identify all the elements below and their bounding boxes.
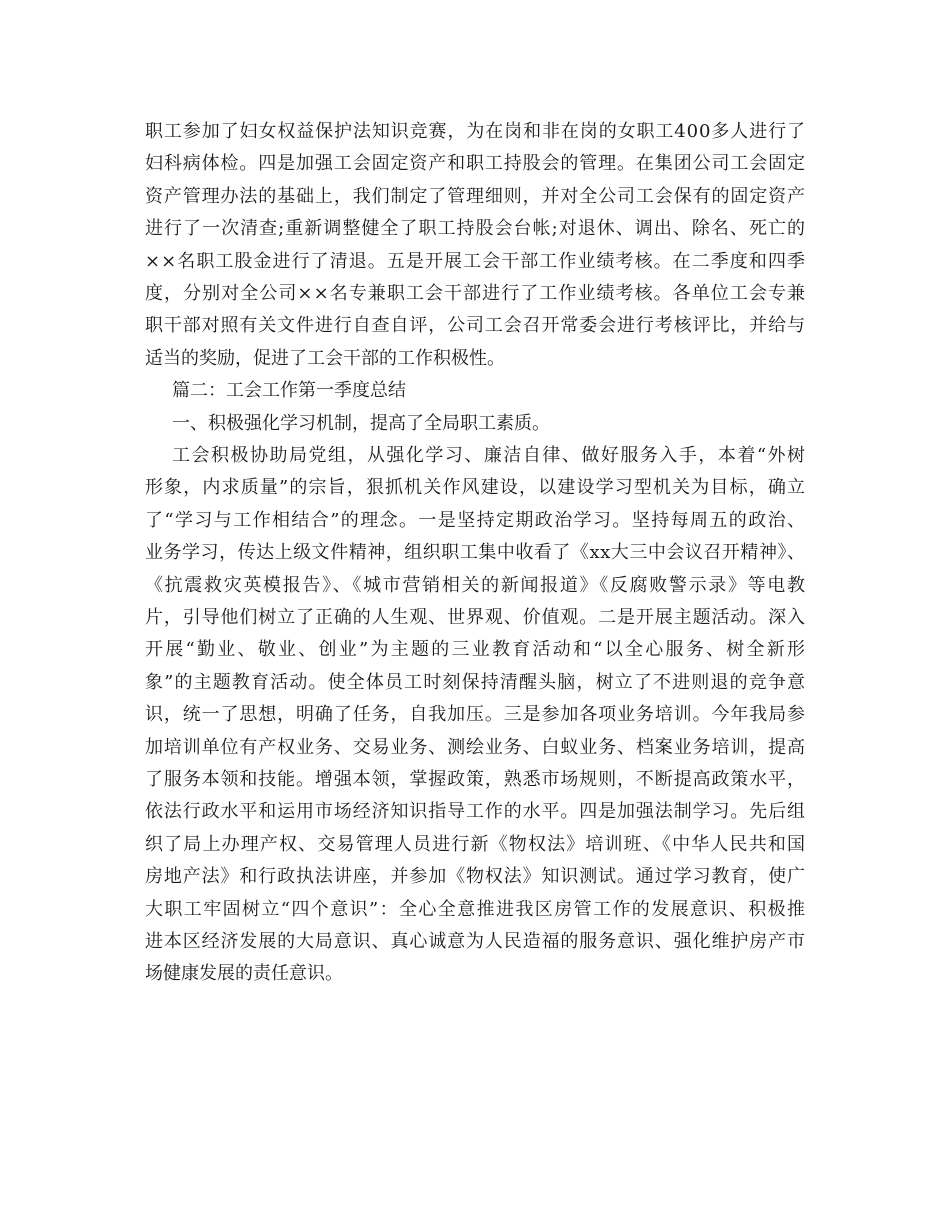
text-line: 《抗震救灾英模报告》、《城市营销相关的新闻报道》《反腐败警示录》等电教 bbox=[145, 574, 807, 596]
text-line: 大职工牢固树立“四个意识”：全心全意推进我区房管工作的发展意识、积极推 bbox=[145, 898, 807, 920]
text-line: 职工参加了妇女权益保护法知识竞赛，为在岗和非在岗的女职工400多人进行了 bbox=[145, 121, 806, 142]
text-line: 房地产法》和行政执法讲座，并参加《物权法》知识测试。通过学习教育，使广 bbox=[145, 866, 806, 888]
text-line: 资产管理办法的基础上，我们制定了管理细则，并对全公司工会保有的固定资产 bbox=[145, 185, 806, 207]
text-line: 度，分别对全公司××名专兼职工会干部进行了工作业绩考核。各单位工会专兼 bbox=[145, 283, 807, 304]
text-line: 识，统一了思想，明确了任务，自我加压。三是参加各项业务培训。今年我局参 bbox=[145, 704, 806, 726]
text-line: ××名职工股金进行了清退。五是开展工会干部工作业绩考核。在二季度和四季 bbox=[145, 250, 807, 272]
text-line: 适当的奖励，促进了工会干部的工作积极性。 bbox=[145, 347, 505, 369]
text-line: 依法行政水平和运用市场经济知识指导工作的水平。四是加强法制学习。先后组 bbox=[145, 801, 806, 823]
text-line: 职干部对照有关文件进行自查自评，公司工会召开常委会进行考核评比，并给与 bbox=[145, 315, 806, 337]
text-line: 妇科病体检。四是加强工会固定资产和职工持股会的管理。在集团公司工会固定 bbox=[145, 153, 806, 175]
text-line: 进本区经济发展的大局意识、真心诚意为人民造福的服务意识、强化维护房产市 bbox=[145, 931, 806, 952]
text-line: 一、积极强化学习机制，提高了全局职工素质。 bbox=[172, 412, 550, 434]
text-line: 象”的主题教育活动。使全体员工时刻保持清醒头脑，树立了不进则退的竞争意 bbox=[145, 671, 807, 693]
text-line: 工会积极协助局党组，从强化学习、廉洁自律、做好服务入手，本着“外树 bbox=[172, 445, 807, 466]
text-line: 了“学习与工作相结合”的理念。一是坚持定期政治学习。坚持每周五的政治、 bbox=[145, 509, 807, 531]
text-line: 加培训单位有产权业务、交易业务、测绘业务、白蚁业务、档案业务培训，提高 bbox=[145, 736, 806, 758]
text-line: 场健康发展的责任意识。 bbox=[145, 963, 343, 985]
text-line: 了服务本领和技能。增强本领，掌握政策，熟悉市场规则，不断提高政策水平， bbox=[145, 769, 806, 790]
text-line: 形象，内求质量”的宗旨，狠抓机关作风建设，以建设学习型机关为目标，确立 bbox=[145, 477, 807, 499]
text-line: 开展“勤业、敬业、创业”为主题的三业教育活动和“以全心服务、树全新形 bbox=[145, 639, 808, 661]
text-line: 片，引导他们树立了正确的人生观、世界观、价值观。二是开展主题活动。深入 bbox=[145, 607, 806, 628]
text-line: 业务学习，传达上级文件精神，组织职工集中收看了《xx大三中会议召开精神》、 bbox=[145, 542, 806, 564]
text-line: 篇二：工会工作第一季度总结 bbox=[172, 380, 406, 402]
text-line: 织了局上办理产权、交易管理人员进行新《物权法》培训班、《中华人民共和国 bbox=[145, 833, 807, 855]
text-line: 进行了一次清查;重新调整健全了职工持股会台帐;对退休、调出、除名、死亡的 bbox=[145, 218, 807, 240]
